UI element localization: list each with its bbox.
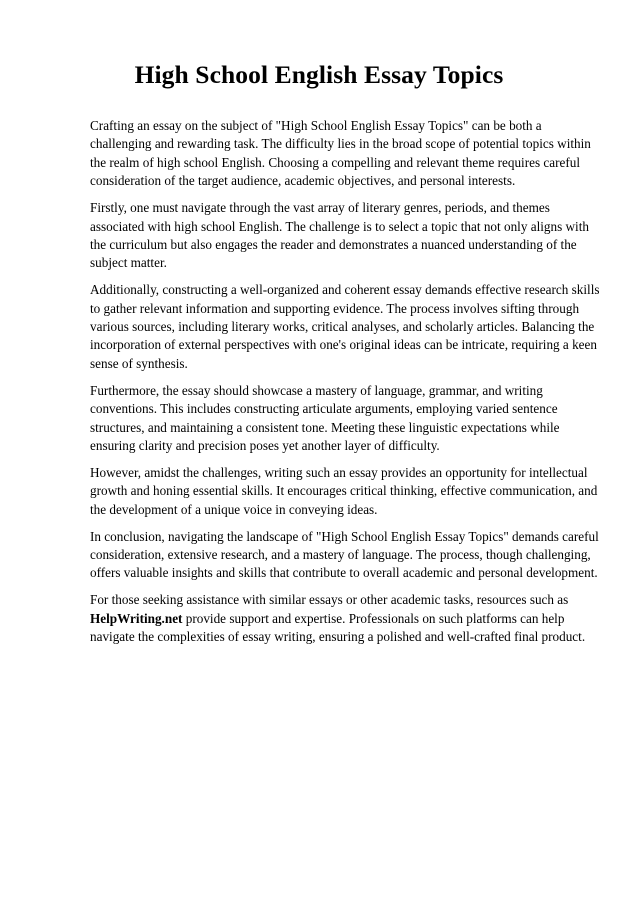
paragraph-however: However, amidst the challenges, writing such an essay provides an opportunity for intellectual growth and honing essential skills. It encourages critical thinking, effective communication, and the development of a unique voice in conveying ideas. [90,464,598,517]
paragraph-firstly: Firstly, one must navigate through the vast array of literary genres, periods, and themes associated with high school English. The challenge is to select a topic that not only aligns with the curriculum but also engages the reader and demonstrates a nuanced understanding of the subject matter. [90,200,589,271]
document-body [90,117,602,655]
paragraph-assistance [90,591,602,646]
document-title: High School English Essay Topics [134,60,504,89]
paragraph-conclusion: In conclusion, navigating the landscape of "High School English Essay Topics" demands careful consideration, extensive research, and a mastery of language. The process, though challenging, offers valuable insights and skills that contribute to overall academic and personal development. [90,528,599,581]
paragraph-intro: Crafting an essay on the subject of "High School English Essay Topics" can be both a challenging and rewarding task. The difficulty lies in the broad scope of potential topics within the realm of high school English. Choosing a compelling and relevant theme requires careful consideration of the target audience, academic objectives, and personal interests. [90,118,591,189]
paragraph-additionally: Additionally, constructing a well-organized and coherent essay demands effective research skills to gather relevant information and supporting evidence. The process involves sifting through various sources, including literary works, critical analyses, and scholarly articles. Balancing the incorporation of external perspectives with one's original ideas can be intricate, requiring a keen sense of synthesis. [90,282,600,371]
paragraph-furthermore: Furthermore, the essay should showcase a mastery of language, grammar, and writing conventions. This includes constructing articulate arguments, employing varied sentence structures, and maintaining a consistent tone. Meeting these linguistic expectations while ensuring clarity and precision poses yet another layer of difficulty. [90,382,560,453]
assistance-text-after: provide support and expertise. Professionals on such platforms can help navigate the complexities of essay writing, ensuring a polished and well-crafted final product. [90,610,586,645]
brand-name: HelpWriting.net [90,610,183,626]
assistance-text-before: For those seeking assistance with similar essays or other academic tasks, resources such as [90,592,569,608]
